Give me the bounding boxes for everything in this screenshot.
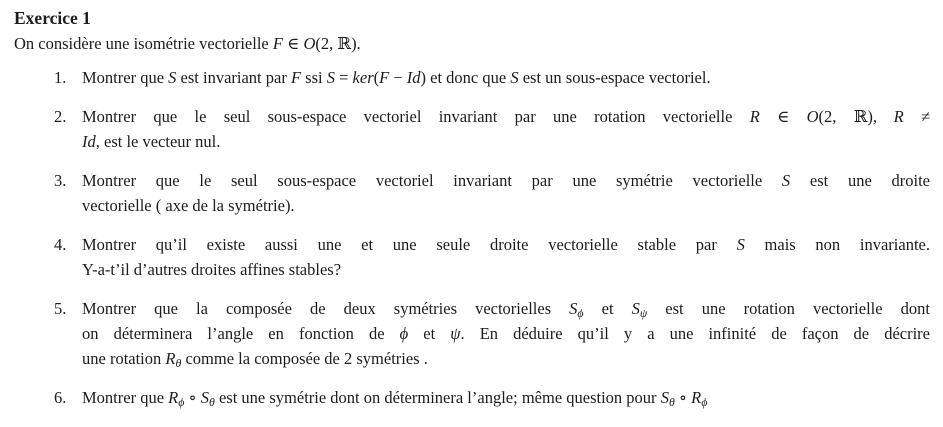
math-symbol: O (806, 107, 819, 126)
math-symbol: F (272, 34, 283, 53)
math-subscript: ϕ (577, 305, 584, 320)
exercise-item (14, 385, 930, 410)
math-symbol: R (165, 349, 176, 368)
item-line: une rotation $R_\theta$ comme la composée de 2 symétries . (82, 349, 428, 370)
math-symbol: O (303, 34, 316, 53)
math-symbol: ψ (450, 324, 461, 343)
exercise-title: Exercice 1 (14, 8, 91, 28)
math-symbol: S (200, 388, 209, 407)
exercise-item (14, 296, 930, 371)
math-symbol: R (168, 388, 179, 407)
math-symbol: ϕ (399, 324, 409, 343)
math-subscript: θ (209, 394, 215, 409)
item-body (82, 168, 930, 218)
math-symbol: S (781, 171, 791, 190)
exercise-item-list (14, 65, 930, 410)
intro-paragraph: On considère une isométrie vectorielle F ∈ O(2, ℝ). (14, 34, 361, 53)
item-number: 2. (54, 107, 67, 126)
item-line: Montrer que le seul sous-espace vectoriel invariant par une symétrie vectorielle S est une droite (82, 171, 931, 190)
math-symbol: Id (406, 68, 421, 87)
item-number: 4. (54, 235, 67, 254)
math-symbol: F (290, 68, 302, 87)
math-subscript: θ (668, 394, 675, 409)
exercise-item (14, 168, 930, 218)
item-number: 3. (54, 171, 67, 190)
math-symbol: S (168, 68, 177, 87)
math-symbol: R (893, 107, 904, 126)
math-subscript: ψ (639, 305, 648, 320)
exercise-item (14, 65, 930, 90)
item-body (82, 296, 930, 371)
exercise-item (14, 232, 930, 282)
math-symbol: S (736, 235, 745, 254)
math-symbol: S (326, 68, 335, 87)
item-body (82, 104, 930, 154)
math-symbol: S (631, 299, 640, 318)
item-line: Montrer que $R_\phi$ ∘ $S_\theta$ est une symétrie dont on déterminera l’angle; même question pour $S_\theta$ ∘ $R_\phi$ (82, 388, 708, 409)
item-line: Montrer qu’il existe aussi une et une seule droite vectorielle stable par S mais non invariante. (82, 235, 930, 254)
math-subscript: ϕ (701, 394, 708, 409)
math-symbol: S (569, 299, 578, 318)
item-body (82, 65, 930, 90)
item-line: Id, est le vecteur nul. (82, 132, 221, 151)
math-symbol: R (749, 107, 760, 126)
math-subscript: ϕ (178, 394, 185, 409)
item-number: 5. (54, 299, 67, 318)
item-number: 1. (54, 68, 67, 87)
math-symbol: F (379, 68, 390, 87)
math-symbol: ker (352, 68, 374, 87)
math-symbol: S (510, 68, 519, 87)
item-line: vectorielle ( axe de la symétrie). (82, 196, 295, 215)
item-body (82, 385, 930, 410)
item-line: Montrer que le seul sous-espace vectoriel invariant par une rotation vectorielle R ∈ O(2, ℝ), R ≠ (82, 107, 931, 126)
math-symbol: Id (82, 132, 96, 151)
item-number: 6. (54, 388, 67, 407)
math-symbol: R (691, 388, 702, 407)
item-body (82, 232, 930, 282)
exercise-item (14, 104, 930, 154)
math-subscript: θ (175, 355, 182, 370)
item-line: Y-a-t’il d’autres droites affines stables? (82, 260, 342, 279)
item-line: Montrer que S est invariant par F ssi S = ker(F − Id) et donc que S est un sous-espace vectoriel. (82, 68, 711, 87)
math-symbol: S (660, 388, 669, 407)
item-line: Montrer que la composée de deux symétries vectorielles $S_\phi$ et $S_\psi$ est une rotation vectorielle dont (82, 299, 930, 320)
item-line: on déterminera l’angle en fonction de ϕ et ψ. En déduire qu’il y a une infinité de façon de décrire (82, 324, 930, 343)
